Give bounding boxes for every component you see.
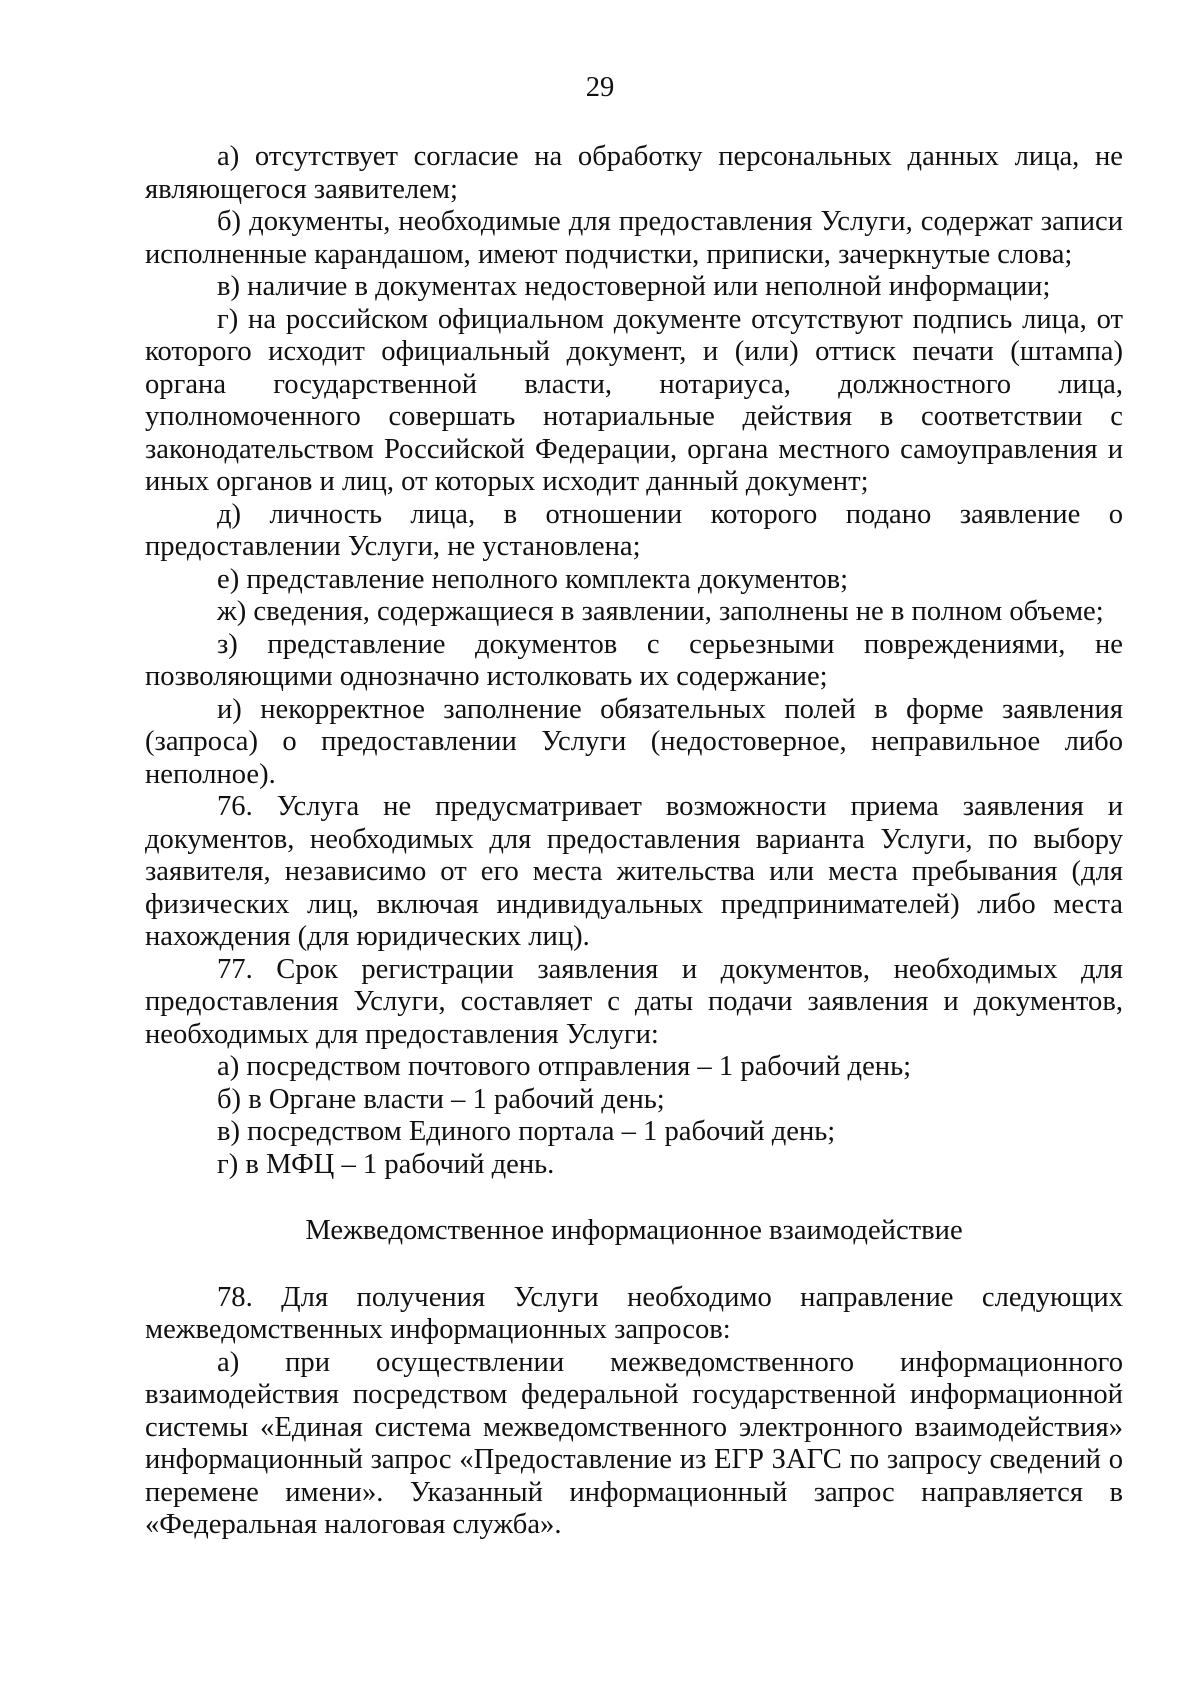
paragraph-77-item-g: г) в МФЦ – 1 рабочий день. (217, 1148, 555, 1180)
paragraph-77-item-v: в) посредством Единого портала – 1 рабочий день; (217, 1116, 836, 1147)
paragraph-76: 76. Услуга не предусматривает возможности приема заявления и документов, необходимых для предоставления варианта Услуги, по выбору заявителя, независимо от его места жительства или места пребывания (для физических лиц, включая индивидуальных предпринимателей) либо места нахождения (для юридических лиц). (145, 791, 1123, 952)
paragraph-77: 77. Срок регистрации заявления и документов, необходимых для предоставления Услуги, составляет с даты подачи заявления и документов, необходимых для предоставления Услуги: (145, 953, 1123, 1050)
page-number: 29 (585, 72, 615, 103)
paragraph-item-v-unreliable: в) наличие в документах недостоверной или неполной информации; (217, 271, 1051, 302)
paragraph-item-z-damaged: з) представление документов с серьезными повреждениями, не позволяющими однозначно истолковать их содержание; (145, 628, 1123, 692)
paragraph-77-item-b: б) в Органе власти – 1 рабочий день; (217, 1083, 665, 1115)
paragraph-item-a-consent: а) отсутствует согласие на обработку персональных данных лица, не являющегося заявителем; (145, 141, 1123, 205)
paragraph-78: 78. Для получения Услуги необходимо направление следующих межведомственных информационных запросов: (145, 1281, 1123, 1345)
paragraph-item-zh-incomplete-info: ж) сведения, содержащиеся в заявлении, заполнены не в полном объеме; (217, 596, 1104, 627)
paragraph-item-e-incomplete-set: е) представление неполного комплекта документов; (217, 563, 849, 595)
document-body (145, 141, 1123, 1542)
paragraph-78-item-a: а) при осуществлении межведомственного информационного взаимодействия посредством федеральной государственной информационной системы «Единая система межведомственного электронного взаимодействия» информационный запрос «Предоставление из ЕГР ЗАГС по запросу сведений о перемене имени». Указанный информационный запрос направляется в «Федеральная налоговая служба». (145, 1346, 1123, 1540)
paragraph-item-d-identity: д) личность лица, в отношении которого подано заявление о предоставлении Услуги, не установлена; (145, 498, 1123, 562)
paragraph-item-g-signature: г) на российском официальном документе отсутствуют подпись лица, от которого исходит официальный документ, и (или) оттиск печати (штампа) органа государственной власти, нотариуса, должностного лица, уполномоченного совершать нотариальные действия в соответствии с законодательством Российской Федерации, органа местного самоуправления и иных органов и лиц, от которых исходит данный документ; (145, 303, 1123, 497)
paragraph-item-i-incorrect-fields: и) некорректное заполнение обязательных полей в форме заявления (запроса) о предоставлении Услуги (недостоверное, неправильное либо неполное). (145, 693, 1123, 790)
paragraph-item-b-pencil: б) документы, необходимые для предоставления Услуги, содержат записи исполненные карандашом, имеют подчистки, приписки, зачеркнутые слова; (145, 206, 1123, 270)
section-heading: Межведомственное информационное взаимодействие (305, 1215, 963, 1246)
paragraph-77-item-a: а) посредством почтового отправления – 1 рабочий день; (217, 1051, 912, 1082)
